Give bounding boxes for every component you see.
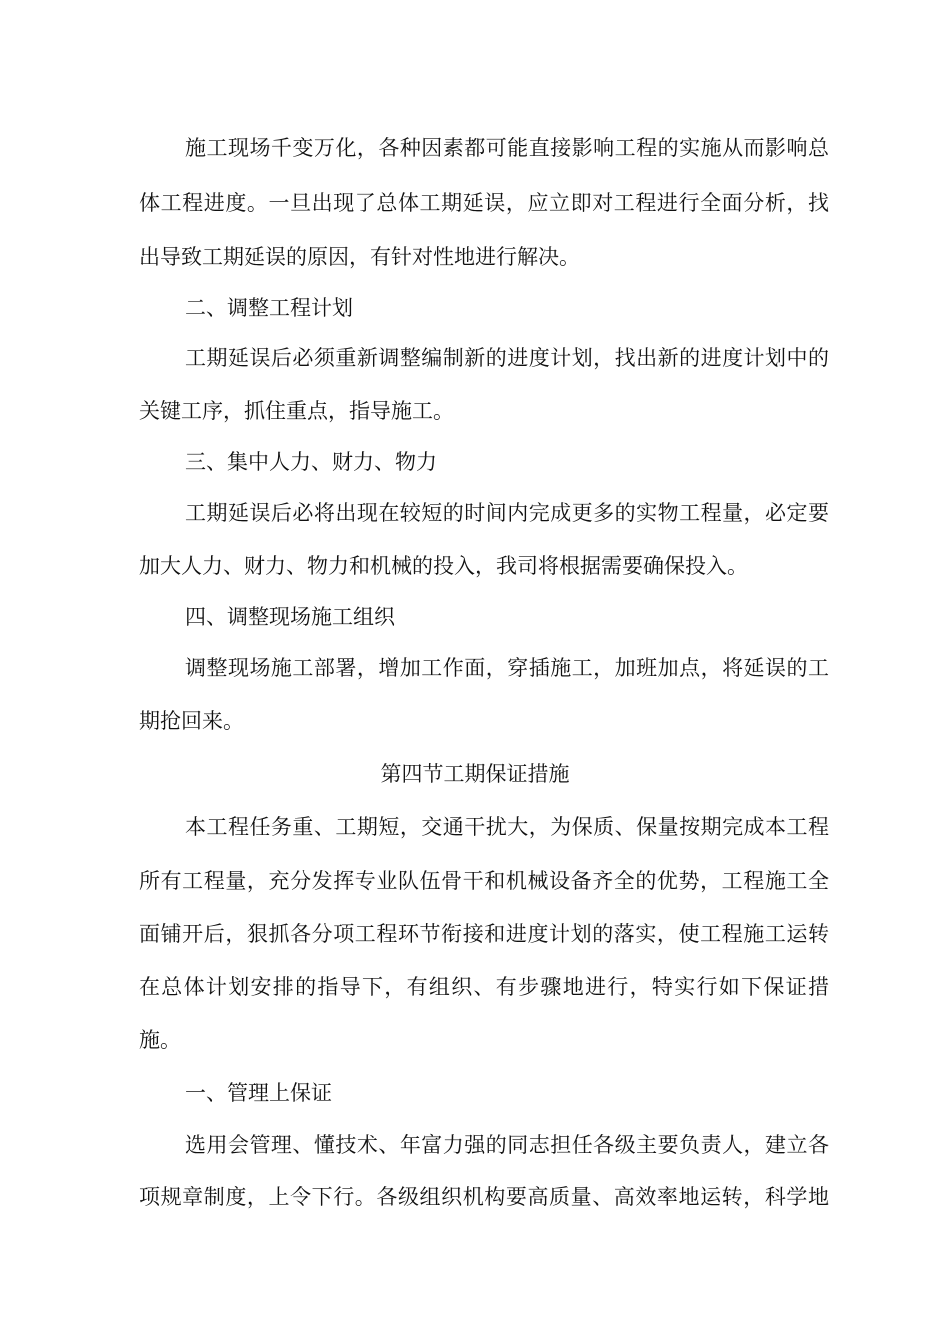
paragraph-line: 加大人力、财力、物力和机械的投入，我司将根据需要确保投入。 (139, 554, 748, 578)
paragraph-line: 本工程任务重、工期短，交通干扰大，为保质、保量按期完成本工程 (185, 815, 829, 839)
section-heading: 二、调整工程计划 (185, 296, 353, 320)
paragraph-line: 工期延误后必须重新调整编制新的进度计划，找出新的进度计划中的 (185, 346, 829, 370)
paragraph-line: 期抢回来。 (139, 709, 244, 733)
section-heading: 四、调整现场施工组织 (185, 605, 395, 629)
section-heading: 三、集中人力、财力、物力 (185, 450, 437, 474)
paragraph-line: 施工现场千变万化，各种因素都可能直接影响工程的实施从而影响总 (185, 136, 829, 160)
paragraph-line: 出导致工期延误的原因，有针对性地进行解决。 (139, 245, 580, 269)
paragraph-line: 工期延误后必将出现在较短的时间内完成更多的实物工程量，必定要 (185, 501, 829, 525)
paragraph-line: 调整现场施工部署，增加工作面，穿插施工，加班加点，将延误的工 (185, 656, 829, 680)
paragraph-line: 关键工序，抓住重点，指导施工。 (139, 399, 454, 423)
paragraph-line: 项规章制度，上令下行。各级组织机构要高质量、高效率地运转，科学地 (139, 1185, 829, 1209)
paragraph-line: 施。 (139, 1028, 181, 1052)
section-heading: 一、管理上保证 (185, 1081, 332, 1105)
paragraph-line: 体工程进度。一旦出现了总体工期延误，应立即对工程进行全面分析，找 (139, 191, 829, 215)
paragraph-line: 在总体计划安排的指导下，有组织、有步骤地进行，特实行如下保证措 (139, 975, 829, 999)
chapter-section-title: 第四节工期保证措施 (380, 762, 570, 786)
paragraph-line: 所有工程量，充分发挥专业队伍骨干和机械设备齐全的优势，工程施工全 (139, 869, 829, 893)
paragraph-line: 面铺开后，狠抓各分项工程环节衔接和进度计划的落实，使工程施工运转 (139, 922, 829, 946)
paragraph-line: 选用会管理、懂技术、年富力强的同志担任各级主要负责人，建立各 (185, 1133, 829, 1157)
